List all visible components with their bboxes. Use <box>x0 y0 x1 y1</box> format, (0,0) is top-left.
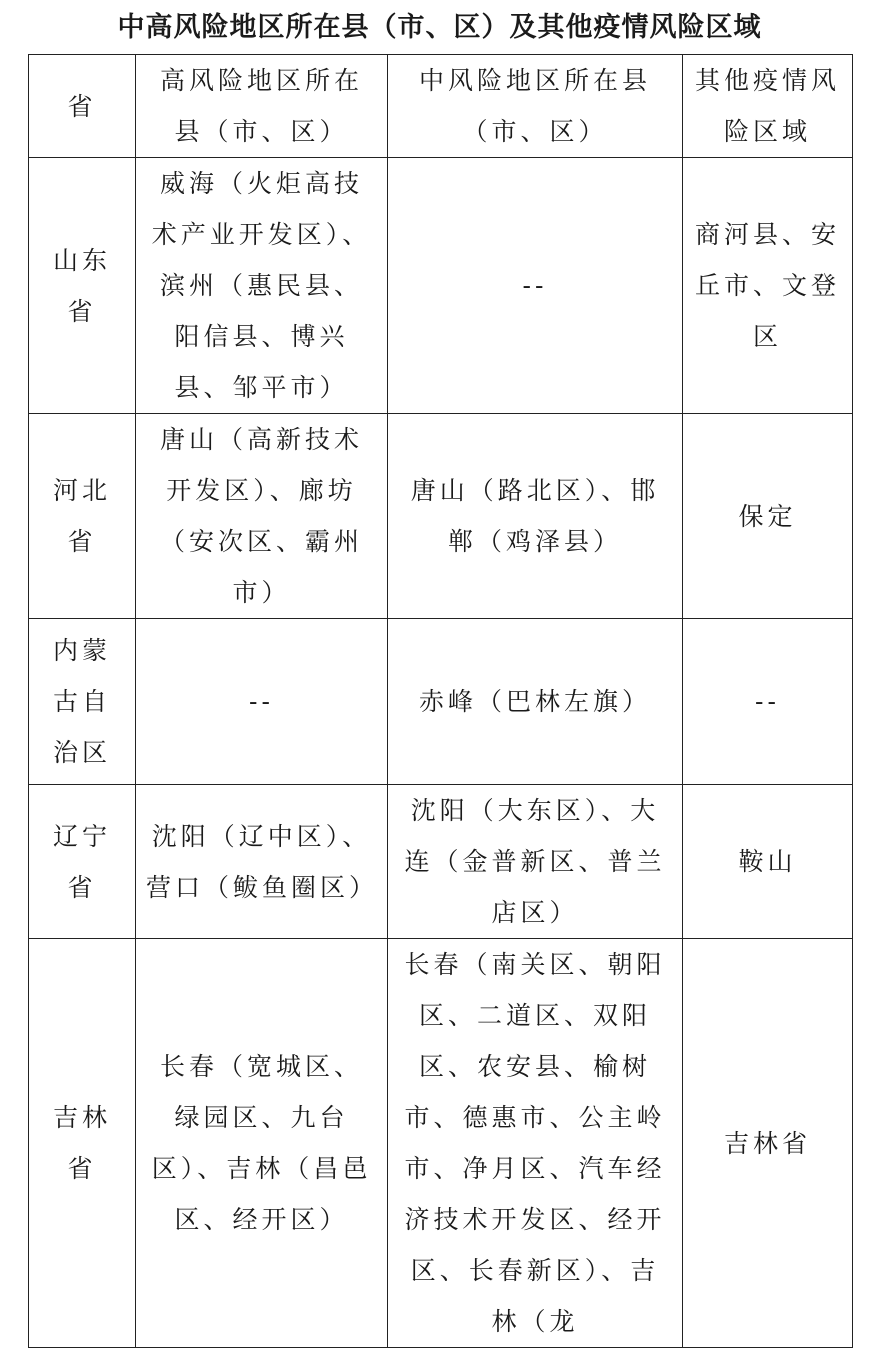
cell-other-risk: 鞍山 <box>683 785 853 939</box>
cell-other-risk: 保定 <box>683 414 853 619</box>
table-row <box>29 414 853 619</box>
cell-other-risk: -- <box>683 619 853 785</box>
cell-mid-risk: 唐山（路北区）、邯郸（鸡泽县） <box>388 414 683 619</box>
table-row <box>29 158 853 414</box>
cell-province: 吉林省 <box>29 939 136 1348</box>
header-high-risk: 高风险地区所在县（市、区） <box>136 55 388 158</box>
table-header-row <box>29 55 853 158</box>
table-row <box>29 785 853 939</box>
cell-other-risk: 商河县、安丘市、文登区 <box>683 158 853 414</box>
cell-other-risk: 吉林省 <box>683 939 853 1348</box>
cell-mid-risk: -- <box>388 158 683 414</box>
cell-high-risk: 沈阳（辽中区）、营口（鲅鱼圈区） <box>136 785 388 939</box>
header-mid-risk: 中风险地区所在县（市、区） <box>388 55 683 158</box>
cell-province: 辽宁省 <box>29 785 136 939</box>
cell-mid-risk: 沈阳（大东区）、大连（金普新区、普兰店区） <box>388 785 683 939</box>
cell-province: 内蒙古自治区 <box>29 619 136 785</box>
cell-province: 河北省 <box>29 414 136 619</box>
risk-area-table <box>28 54 853 1348</box>
cell-mid-risk: 赤峰（巴林左旗） <box>388 619 683 785</box>
header-other-risk: 其他疫情风险区域 <box>683 55 853 158</box>
table-row <box>29 939 853 1348</box>
cell-mid-risk: 长春（南关区、朝阳区、二道区、双阳区、农安县、榆树市、德惠市、公主岭市、净月区、汽车经济技术开发区、经开区、长春新区）、吉林（龙 <box>388 939 683 1348</box>
header-province: 省 <box>29 55 136 158</box>
cell-high-risk: 长春（宽城区、绿园区、九台区）、吉林（昌邑区、经开区） <box>136 939 388 1348</box>
cell-high-risk: 威海（火炬高技术产业开发区）、滨州（惠民县、阳信县、博兴县、邹平市） <box>136 158 388 414</box>
document-title: 中高风险地区所在县（市、区）及其他疫情风险区域 <box>117 12 762 43</box>
cell-province: 山东省 <box>29 158 136 414</box>
cell-high-risk: 唐山（高新技术开发区）、廊坊（安次区、霸州市） <box>136 414 388 619</box>
cell-high-risk: -- <box>136 619 388 785</box>
table-row <box>29 619 853 785</box>
